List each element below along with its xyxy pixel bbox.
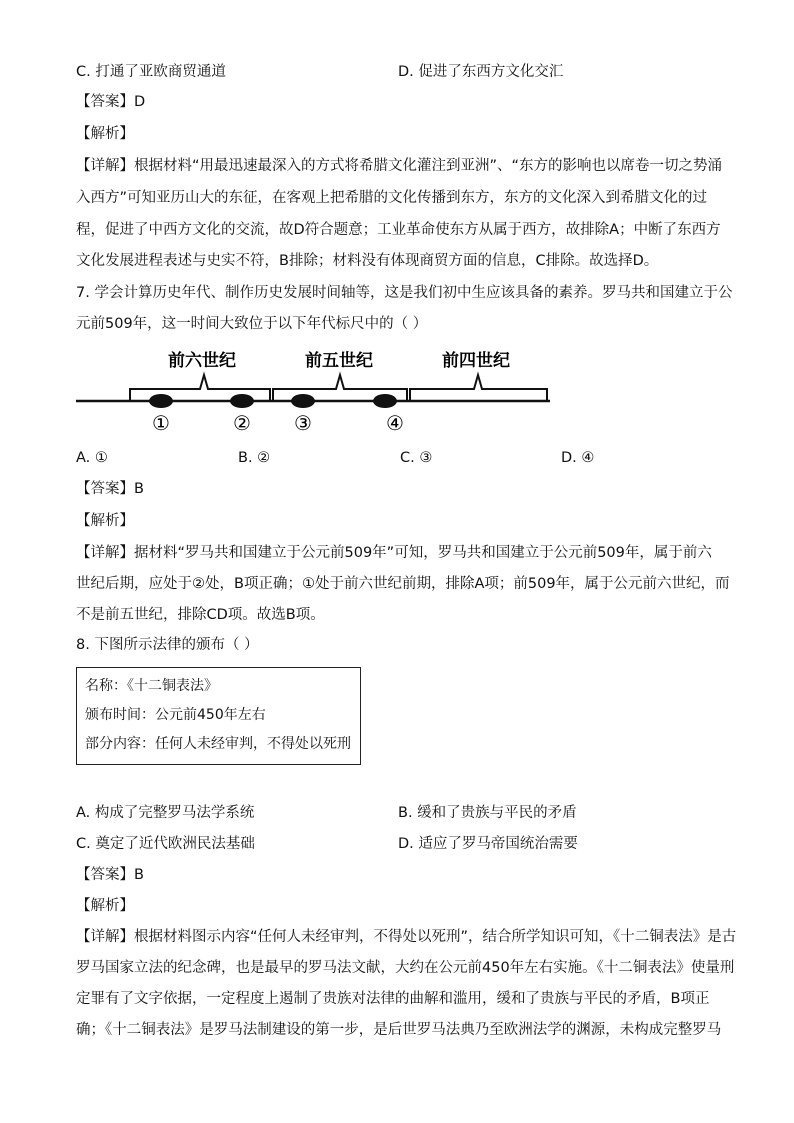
q7-option-c: C. ③ bbox=[400, 450, 433, 466]
q8-stem: 8. 下图所示法律的颁布（ ） bbox=[76, 637, 259, 653]
timeline-braces bbox=[130, 375, 547, 400]
timeline-century-label: 前五世纪 bbox=[305, 351, 373, 371]
q8-option-b: B. 缓和了贵族与平民的矛盾 bbox=[398, 805, 577, 821]
q6-analysis-heading: 【解析】 bbox=[76, 126, 134, 142]
q8-option-d: D. 适应了罗马帝国统治需要 bbox=[398, 836, 578, 852]
q7-analysis-heading: 【解析】 bbox=[76, 513, 134, 529]
timeline-marker-label: ④ bbox=[386, 411, 404, 435]
timeline-century-label: 前六世纪 bbox=[168, 351, 236, 371]
q8-box-line: 部分内容：任何人未经审判，不得处以死刑 bbox=[85, 736, 351, 752]
timeline-marker-dot bbox=[230, 394, 254, 408]
timeline-marker-dot bbox=[291, 394, 315, 408]
q8-detail-line: 确；《十二铜表法》是罗马法制建设的第一步，是后世罗马法典乃至欧洲法学的渊源，未构成完整罗马 bbox=[76, 1022, 722, 1038]
q6-detail-line: 文化发展进程表述与史实不符，B排除；材料没有体现商贸方面的信息，C排除。故选择D。 bbox=[76, 253, 659, 269]
q8-detail-line: 罗马国家立法的纪念碑，也是最早的罗马法文献，大约在公元前450年左右实施。《十二铜表法》使量刑 bbox=[76, 960, 735, 976]
timeline-marker-label: ① bbox=[152, 411, 170, 435]
q8-detail-line: 【详解】根据材料图示内容“任何人未经审判，不得处以死刑”，结合所学知识可知，《十二铜表法》是古 bbox=[76, 929, 737, 945]
q6-option-d: D. 促进了东西方文化交汇 bbox=[398, 64, 564, 80]
q7-option-d: D. ④ bbox=[561, 450, 595, 466]
q7-timeline-figure bbox=[74, 340, 554, 440]
q6-option-c: C. 打通了亚欧商贸通道 bbox=[76, 64, 226, 80]
q8-law-info-box bbox=[76, 667, 361, 765]
timeline-marker-label: ③ bbox=[294, 411, 312, 435]
q7-option-a: A. ① bbox=[76, 450, 108, 466]
q7-stem-line: 元前509年，这一时间大致位于以下年代标尺中的（ ） bbox=[76, 316, 428, 332]
q8-answer: 【答案】B bbox=[76, 867, 144, 883]
q6-answer: 【答案】D bbox=[76, 94, 146, 110]
timeline-marker-label: ② bbox=[233, 411, 251, 435]
q7-option-b: B. ② bbox=[238, 450, 271, 466]
q6-detail-line: 【详解】根据材料“用最迅速最深入的方式将希腊文化灌注到亚洲”、“东方的影响也以席卷一切之势涌 bbox=[76, 158, 723, 174]
q7-detail-line: 【详解】据材料“罗马共和国建立于公元前509年”可知，罗马共和国建立于公元前509年，属于前六 bbox=[76, 545, 712, 561]
q7-detail-line: 世纪后期，应处于②处，B项正确；①处于前六世纪前期，排除A项；前509年，属于公元前六世纪，而 bbox=[76, 576, 730, 592]
q6-detail-line: 入西方”可知亚历山大的东征，在客观上把希腊的文化传播到东方，东方的文化深入到希腊文化的过 bbox=[76, 190, 708, 206]
q7-stem-line: 7. 学会计算历史年代、制作历史发展时间轴等，这是我们初中生应该具备的素养。罗马共和国建立于公 bbox=[76, 285, 733, 301]
q8-box-line: 名称：《十二铜表法》 bbox=[85, 678, 218, 694]
q8-analysis-heading: 【解析】 bbox=[76, 898, 134, 914]
q7-answer: 【答案】B bbox=[76, 481, 144, 497]
timeline-marker-dot bbox=[149, 394, 173, 408]
q8-option-c: C. 奠定了近代欧洲民法基础 bbox=[76, 836, 255, 852]
q8-option-a: A. 构成了完整罗马法学系统 bbox=[76, 805, 255, 821]
timeline-marker-dot bbox=[373, 394, 397, 408]
q6-detail-line: 程，促进了中西方文化的交流，故D符合题意；工业革命使东方从属于西方，故排除A；中断了东西方 bbox=[76, 222, 721, 238]
q7-detail-line: 不是前五世纪，排除CD项。故选B项。 bbox=[76, 607, 325, 623]
q8-detail-line: 定罪有了文字依据，一定程度上遏制了贵族对法律的曲解和滥用，缓和了贵族与平民的矛盾，B项正 bbox=[76, 991, 710, 1007]
q8-box-line: 颁布时间：公元前450年左右 bbox=[85, 707, 266, 723]
timeline-century-label: 前四世纪 bbox=[442, 351, 510, 371]
